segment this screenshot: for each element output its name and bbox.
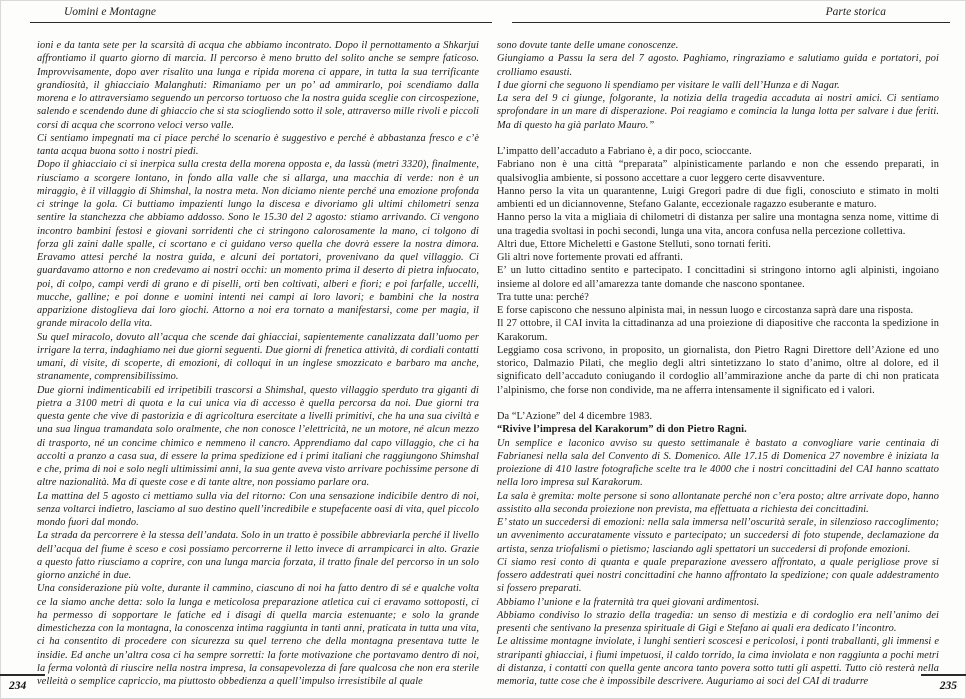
- paragraph: La sala è gremita: molte persone si sono allontanate perché non c’era posto; altre arrivate dopo, hanno assistito alla seconda proiezione non prevista, ma effettuata a richiesta dei concittadini.: [497, 490, 939, 515]
- paragraph-spacer: [497, 397, 939, 410]
- paragraph: I due giorni che seguono li spendiamo per visitare le valli dell’Hunza e di Nagar.: [497, 79, 840, 91]
- page-number-left: 234: [9, 680, 27, 692]
- text-column-right-page: [497, 39, 939, 688]
- page-number-rule-right: [921, 674, 966, 676]
- paragraph: Un semplice e laconico avviso su questo settimanale è bastato a convogliare varie centinaia di Fabrianesi nella sala del Convento di S. Domenico. Alle 17.15 di Domenica 27 novembre è iniziata la proiezione di 410 lastre fotografiche scelte tra le 4000 che i nostri concittadini del CAI hanno scattato nella loro impresa sul Karakorum.: [497, 437, 939, 489]
- paragraph-spacer: [497, 132, 939, 145]
- paragraph: L’impatto dell’accaduto a Fabriano è, a dir poco, scioccante.: [497, 146, 752, 157]
- paragraph: Su quel miracolo, dovuto all’acqua che scende dai ghiacciai, sapientemente canalizzata dall’uomo per irrigare la terra, indaghiamo nei due giorni seguenti. Due giorni di frenetica attività, di cordiali contatti umani, di visite, di scoperte, di emozioni, di colloqui in un inglese smozzicato e barbaro ma anche, stranamente, comprensibilissimo.: [37, 331, 479, 383]
- paragraph: Il 27 ottobre, il CAI invita la cittadinanza ad una proiezione di diapositive che racconta la spedizione in Karakorum.: [497, 318, 939, 343]
- paragraph: sono dovute tante delle umane conoscenze.: [497, 40, 679, 51]
- text-column-left-page: [37, 39, 479, 688]
- paragraph: Da “L’Azione” del 4 dicembre 1983.: [497, 411, 653, 422]
- paragraph: Le altissime montagne inviolate, i lunghi sentieri scoscesi e pericolosi, i ponti traballanti, gli immensi e straripanti ghiacciai, i fiumi impetuosi, il caldo torrido, la cima inviolata e non raggiunta a pochi metri di distanza, i contatti con quella gente ancora tanto povera sotto tutti gli aspetti. Tutto ciò resterà nella memoria, tutte cose che è impossibile descrivere. Auguriamo ai soci del CAI di tradurre: [497, 636, 939, 687]
- paragraph: “Rivive l’impresa del Karakorum” di don Pietro Ragni.: [497, 424, 747, 436]
- paragraph: La sera del 9 ci giunge, folgorante, la notizia della tragedia accaduta ai nostri amici. Ci sentiamo sprofondare in un mare di disperazione. Poi reagiamo e comincia la lunga lotta per salvare i due feriti. Ma di questo ha già parlato Mauro.”: [497, 93, 939, 131]
- paragraph: Hanno perso la vita un quarantenne, Luigi Gregori padre di due figli, conosciuto e stimato in molti ambienti ed un diciannovenne, Stefano Galante, eccezionale ragazzo esuberante e maturo.: [497, 185, 939, 210]
- paragraph: Abbiamo l’unione e la fraternità tra quei giovani ardimentosi.: [497, 596, 760, 608]
- running-header-left: Uomini e Montagne: [64, 6, 156, 18]
- paragraph: Hanno perso la vita a migliaia di chilometri di distanza per salire una montagna senza nome, vittime di una tragedia svoltasi in pochi secondi, lunga una vita, ancora confusa nella percezione collettiva.: [497, 212, 939, 237]
- paragraph: Tra tutte una: perché?: [497, 291, 589, 303]
- paragraph: Giungiamo a Passu la sera del 7 agosto. Paghiamo, ringraziamo e salutiamo guida e portatori, poi crolliamo esausti.: [497, 53, 939, 78]
- paragraph: Leggiamo cosa scrivono, in proposito, un giornalista, don Pietro Ragni Direttore dell’Azione ed uno storico, Dalmazio Pilati, che meglio degli altri sintetizzano lo stato d’animo, oltre al dolore, ed il significato dell’accaduto coniugando il cordoglio all’ammirazione anche da parte di chi non praticata l’alpinismo, che forse non condivide, ma ne afferra intensamente il significato ed i valori.: [497, 344, 939, 396]
- paragraph: E’ un lutto cittadino sentito e partecipato. I concittadini si stringono intorno agli alpinisti, ingoiano insieme al dolore ed all’amarezza tante domande che nascono spontanee.: [497, 265, 939, 290]
- paragraph: Una considerazione più volte, durante il cammino, ciascuno di noi ha fatto dentro di sé e qualche volta ce la siamo anche detta: solo la lunga e meticolosa preparazione atletica cui ci eravamo sottoposti, ci ha permesso di sopportare le fatiche ed i disagi di quella marcia estenuante; e solo la grande dimestichezza con la montagna, la conoscenza intima raggiunta in tanti anni, praticata in tutta una vita, ci ha consentito di procedere con sicurezza su quel terreno che della montagna presentava tutte le insidie. Ed anche un’altra cosa ci ha sempre sorretti: la forte motivazione che portavamo dentro di noi, la ferma volontà di riuscire nella nostra impresa, la consapevolezza di fare qualcosa che non era sterile velleità o semplice capriccio, ma piuttosto obbedienza a quell’impulso irresistibile al quale: [37, 583, 479, 687]
- paragraph: Gli altri nove fortemente provati ed affranti.: [497, 252, 683, 263]
- paragraph: Altri due, Ettore Micheletti e Gastone Stelluti, sono tornati feriti.: [497, 238, 771, 250]
- header-rule-left: [30, 22, 492, 23]
- paragraph: ioni e da tanta sete per la scarsità di acqua che abbiamo incontrato. Dopo il pernottamento a Shkarjui affrontiamo il quarto giorno di marcia. Il percorso è meno brutto del solito anche se sempre faticoso. Improvvisamente, dopo aver risalito una lunga e ripida morena ci appare, in tutta la sua terrificante grandiosità, il ghiacciaio Malanghuti: Rimaniamo per un po’ ad ammirarlo, poi scendiamo dalla morena e lo attraversiamo seguendo un percorso tortuoso che la nostra guida sceglie con circospezione, salendo e scendendo dune di ghiaccio che si sta sciogliendo sotto il sole, attraverso mille rivoli e piccoli corsi di acqua che scorrono veloci verso valle.: [37, 40, 479, 131]
- paragraph: E forse capiscono che nessuno alpinista mai, in nessun luogo e circostanza saprà dare una risposta.: [497, 305, 914, 316]
- paragraph: Due giorni indimenticabili ed irripetibili trascorsi a Shimshal, questo villaggio sperduto tra giganti di pietra a 3100 metri di quota e la cui unica via di accesso è quella percorsa da noi. Due giorni tra questa gente che vive di pastorizia e di agricoltura esercitate a livelli primitivi, che ha una sua civiltà e una sua lingua tramandata solo oralmente, che non conosce l’elettricità, ne un motore, né alcun mezzo di trasporto, né un concime chimico e nemmeno il cancro. Apprendiamo dal capo villaggio, che ci ha accolti a pranzo a casa sua, di essere la prima spedizione ed i primi italiani che raggiungono Shimshal e che, prima di noi e solo negli ultimissimi anni, la sua gente aveva visto arrivare pochissime persone di altre nazionalità. Ma di queste cose e di tante altre, non possiamo parlare ora.: [37, 384, 479, 489]
- paragraph: Ci sentiamo impegnati ma ci piace perché lo scenario è suggestivo e perché è abbastanza fresco e c’è tanta acqua buona sotto i nostri piedi.: [37, 132, 479, 157]
- paragraph: Abbiamo condiviso lo strazio della tragedia: un senso di mestizia e di cordoglio era nell’animo dei presenti che sentivano la presenza spirituale di Gigi e Stefano ai quali era dedicato l’incontro.: [497, 609, 939, 634]
- paragraph: La mattina del 5 agosto ci mettiamo sulla via del ritorno: Con una sensazione indicibile dentro di noi, senza voltarci indietro, lasciamo al suo destino quell’incredibile e stupefacente oasi di vita, quel piccolo mondo fuori dal mondo.: [37, 490, 479, 528]
- paragraph: Ci siamo resi conto di quanta e quale preparazione avessero affrontato, a quale perigliose prove si fossero addestrati quei nostri concittadini che hanno affrontato la spedizione; con quale addestramento si fossero preparati.: [497, 556, 939, 595]
- paragraph: Fabriano non è una città “preparata” alpinisticamente parlando e non che essendo preparati, in qualsivoglia ambiente, si possono accettare a cuor leggero certe disavventure.: [497, 159, 939, 184]
- paragraph: Dopo il ghiacciaio ci si inerpica sulla cresta della morena opposta e, da lassù (metri 3320), finalmente, riusciamo a scorgere lontano, in fondo alla valle che si allarga, una macchia di verde: non è un miraggio, è il villaggio di Shimshal, la nostra meta. Non diciamo niente perché una emozione profonda ci stringe la gola. Ci buttiamo impazienti lungo la discesa e divoriamo gli ultimi chilometri senza sentire la stanchezza che abbiamo addosso. Sono le 15.30 del 2 agosto: stiamo arrivando. Ci vengono incontro bambini festosi e giovani sorridenti che ci stringono calorosamente la mano, ci tolgono di forza gli zaini dalle spalle, ci scortano e ci guidano verso quella che dovrà essere la nostra dimora. Eravamo attesi perché la nostra guida, e alcuni dei portatori, provenivano da quel villaggio. Ci guardavamo attorno e non credevamo ai nostri occhi: un momento prima il deserto di pietra infuocato, poi, di colpo, campi verdi di grano e di piselli, orti ben coltivati, alberi e fiori; e poi farfalle, uccelli, mucche, galline; e poi donne e uomini intenti nei campi ai loro lavori; e bambini che la nostra apparizione distoglieva dai loro giochi. Attorno a noi era tornato a manifestarsi, come per magia, il grande miracolo della vita.: [37, 159, 479, 330]
- page-number-rule-left: [0, 674, 45, 676]
- header-rule-right: [512, 22, 950, 23]
- paragraph: La strada da percorrere è la stessa dell’andata. Solo in un tratto è possibile abbreviarla perché il livello dell’acqua del fiume è sceso e così possiamo percorrerne il letto invece di arrampicarci in alto. Grazie a questo fatto riusciamo a coprire, con una lunga marcia forzata, il tratto finale del percorso in un solo giorno anziché in due.: [37, 530, 479, 581]
- paragraph: E’ stato un succedersi di emozioni: nella sala immersa nell’oscurità serale, in silenzioso raccoglimento; un avvenimento accuratamente vissuto e partecipato; un succedersi di foto stupende, declamazione da artista, senza triofalismi o pietismo; lasciando agli spettatori un succedersi di profonde emozioni.: [497, 517, 939, 555]
- page-number-right: 235: [939, 680, 957, 692]
- running-header-right: Parte storica: [825, 6, 886, 18]
